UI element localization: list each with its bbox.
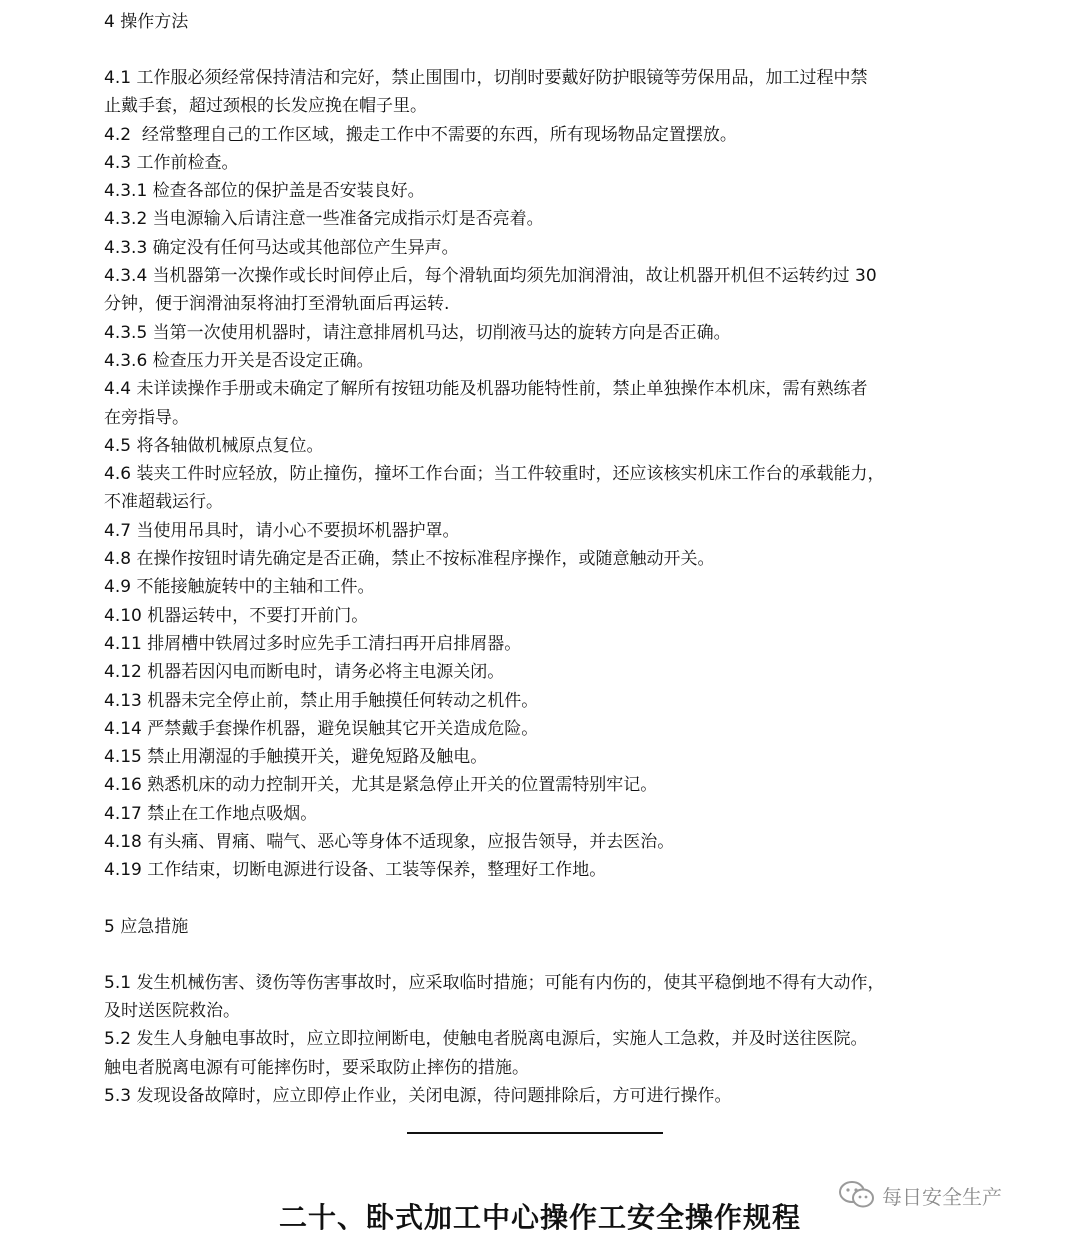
text-line: 4.3.1 检查各部位的保护盖是否安装良好。 [104, 181, 425, 202]
spacer [104, 941, 964, 969]
next-section-title: 二十、卧式加工中心操作工安全操作规程 [278, 1201, 801, 1234]
text-line: 4.6 装夹工件时应轻放，防止撞伤，撞坏工作台面；当工件较重时，还应该核实机床工作台的承载能力， [104, 464, 885, 485]
text-line: 不准超载运行。 [104, 492, 223, 513]
text-line: 4.15 禁止用潮湿的手触摸开关，避免短路及触电。 [104, 747, 488, 768]
text-line: 4.5 将各轴做机械原点复位。 [104, 435, 324, 456]
text-line: 4.19 工作结束，切断电源进行设备、工装等保养，整理好工作地。 [104, 860, 607, 881]
section-4-content [104, 64, 964, 885]
section-5-content [104, 969, 964, 1110]
text-line: 分钟，便于润滑油泵将油打至滑轨面后再运转. [104, 294, 450, 315]
text-line: 4.12 机器若因闪电而断电时，请务必将主电源关闭。 [104, 662, 505, 683]
text-line: 4.9 不能接触旋转中的主轴和工件。 [104, 577, 375, 598]
text-line: 4.13 机器未完全停止前，禁止用手触摸任何转动之机件。 [104, 690, 539, 711]
document-body [104, 8, 964, 1110]
text-line: 4.17 禁止在工作地点吸烟。 [104, 803, 318, 824]
text-line: 5.3 发现设备故障时，应立即停止作业，关闭电源，待问题排除后，方可进行操作。 [104, 1085, 732, 1106]
text-line: 及时送医院救治。 [104, 1000, 240, 1021]
text-line: 4.18 有头痛、胃痛、喘气、恶心等身体不适现象，应报告领导，并去医治。 [104, 832, 675, 853]
text-line: 4.3.5 当第一次使用机器时，请注意排屑机马达，切削液马达的旋转方向是否正确。 [104, 322, 731, 343]
watermark-text: 每日安全生产 [882, 1184, 1002, 1209]
text-line: 4.3 工作前检查。 [104, 152, 239, 173]
text-line: 4.3.2 当电源输入后请注意一些准备完成指示灯是否亮着。 [104, 209, 544, 230]
text-line: 4.3.4 当机器第一次操作或长时间停止后，每个滑轨面均须先加润滑油，故让机器开机但不运转约过 30 [104, 266, 877, 287]
section-divider [407, 1132, 663, 1134]
text-line: 4.3.6 检查压力开关是否设定正确。 [104, 350, 374, 371]
section-5-heading: 5 应急措施 [104, 916, 189, 937]
spacer [104, 885, 964, 913]
text-line: 4.8 在操作按钮时请先确定是否正确，禁止不按标准程序操作，或随意触动开关。 [104, 549, 715, 570]
section-4-heading: 4 操作方法 [104, 12, 189, 32]
text-line: 4.2 经常整理自己的工作区域，搬走工作中不需要的东西，所有现场物品定置摆放。 [104, 124, 737, 145]
text-line: 4.11 排屑槽中铁屑过多时应先手工清扫再开启排屑器。 [104, 633, 522, 654]
spacer [104, 36, 964, 64]
text-line: 4.1 工作服必须经常保持清洁和完好，禁止围围巾，切削时要戴好防护眼镜等劳保用品，加工过程中禁 [104, 68, 868, 88]
text-line: 5.1 发生机械伤害、烫伤等伤害事故时，应采取临时措施；可能有内伤的，使其平稳倒地不得有大动作， [104, 972, 885, 993]
text-line: 5.2 发生人身触电事故时，应立即拉闸断电，使触电者脱离电源后，实施人工急救，并及时送往医院。 [104, 1029, 868, 1050]
text-line: 4.3.3 确定没有任何马达或其他部位产生异声。 [104, 237, 459, 258]
text-line: 4.7 当使用吊具时，请小心不要损坏机器护罩。 [104, 520, 460, 541]
text-line: 在旁指导。 [104, 407, 189, 428]
text-line: 4.4 未详读操作手册或未确定了解所有按钮功能及机器功能特性前，禁止单独操作本机床，需有熟练者 [104, 379, 868, 400]
text-line: 4.14 严禁戴手套操作机器，避免误触其它开关造成危险。 [104, 718, 539, 739]
text-line: 触电者脱离电源有可能摔伤时，要采取防止摔伤的措施。 [104, 1057, 529, 1078]
text-line: 4.10 机器运转中，不要打开前门。 [104, 605, 369, 626]
text-line: 止戴手套，超过颈根的长发应挽在帽子里。 [104, 96, 427, 117]
text-line: 4.16 熟悉机床的动力控制开关，尤其是紧急停止开关的位置需特别牢记。 [104, 775, 658, 796]
